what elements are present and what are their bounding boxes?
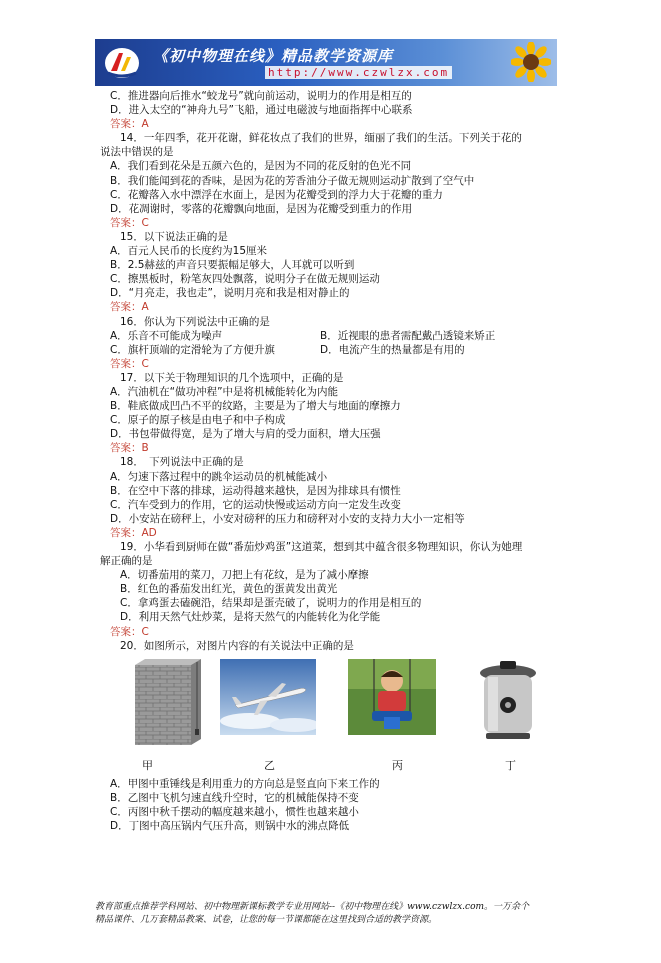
logo-icon — [103, 45, 141, 81]
option-text: D．花凋谢时，零落的花瓣飘向地面，是因为花瓣受到重力的作用 — [110, 202, 413, 215]
option-text: D．利用天然气灶炒菜，是将天然气的内能转化为化学能 — [120, 611, 381, 624]
airplane-image — [220, 659, 316, 735]
option-text: D．“月亮走，我也走”，说明月亮和我是相对静止的 — [110, 287, 350, 300]
option-text: A．汽油机在“做功冲程”中是将机械能转化为内能 — [110, 385, 339, 398]
option-text: A．乐音不可能成为噪声 — [110, 329, 223, 342]
answer-text: 答案：B — [110, 442, 149, 455]
swing-child-image — [348, 659, 436, 735]
figure-label-jia: 甲 — [142, 758, 153, 772]
pressure-cooker-image — [472, 659, 544, 745]
answer-text: 答案：C — [110, 216, 149, 229]
answer-text: 答案：A — [110, 301, 149, 314]
figure-label-yi: 乙 — [264, 758, 275, 772]
option-text: D．进入太空的“神舟九号”飞船，通过电磁波与地面指挥中心联系 — [110, 104, 413, 117]
option-text: D．电流产生的热量都是有用的 — [320, 343, 465, 356]
option-text: D．小安站在磅秤上，小安对磅秤的压力和磅秤对小安的支持力大小一定相等 — [110, 512, 465, 525]
question-lines — [100, 89, 550, 653]
question-stem: 20．如图所示，对图片内容的有关说法中正确的是 — [120, 639, 354, 652]
option-text: B．近视眼的患者需配戴凸透镜来矫正 — [320, 329, 496, 342]
question-20-options — [110, 777, 550, 833]
option-text: C．擦黑板时，粉笔灰四处飘落，说明分子在做无规则运动 — [110, 273, 380, 286]
page-footer — [95, 901, 565, 927]
option-text: A．切番茄用的菜刀，刀把上有花纹，是为了减小摩擦 — [120, 569, 369, 582]
option-text: B．乙图中飞机匀速直线升空时，它的机械能保持不变 — [110, 791, 359, 804]
option-text: C．花瓣落入水中漂浮在水面上，是因为花瓣受到的浮力大于花瓣的重力 — [110, 188, 443, 201]
footer-line-2: 精品课件、几万套精品教案、试卷，让您的每一节课都能在这里找到合适的教学资源。 — [95, 915, 438, 925]
banner-title: 《初中物理在线》精品教学资源库 — [153, 47, 394, 65]
footer-line-1: 教育部重点推荐学科网站、初中物理新课标教学专业用网站--《初中物理在线》www.czwlzx.com。一万余个 — [95, 902, 530, 912]
answer-text: 答案：A — [110, 118, 149, 131]
option-text: 解正确的是 — [100, 555, 153, 568]
option-text: A．百元人民币的长度约为15厘米 — [110, 245, 268, 258]
option-row — [110, 343, 550, 357]
option-text: A．甲图中重锤线是利用重力的方向总是竖直向下来工作的 — [110, 777, 380, 790]
option-row — [110, 329, 550, 343]
question-stem: 17．以下关于物理知识的几个选项中，正确的是 — [120, 371, 344, 384]
figure-label-bing: 丙 — [392, 758, 403, 772]
option-text: B．2.5赫兹的声音只要振幅足够大，人耳就可以听到 — [110, 259, 355, 272]
option-text: B．鞋底做成凹凸不平的纹路，主要是为了增大与地面的摩擦力 — [110, 400, 401, 413]
option-text: D．书包带做得宽，是为了增大与肩的受力面积，增大压强 — [110, 428, 381, 441]
question-stem: 19．小华看到厨师在做“番茄炒鸡蛋”这道菜，想到其中蕴含很多物理知识，你认为她理 — [120, 541, 523, 553]
option-text: B．红色的番茄发出红光，黄色的蛋黄发出黄光 — [120, 583, 338, 596]
option-text: 说法中错误的是 — [100, 146, 174, 159]
banner-url[interactable]: http://www.czwlzx.com — [265, 66, 452, 79]
option-text: C．推进器向后推水“蛟龙号”就向前运动，说明力的作用是相互的 — [110, 90, 412, 102]
option-text: D．丁图中高压锅内气压升高，则锅中水的沸点降低 — [110, 820, 350, 833]
question-stem: 16．你认为下列说法中正确的是 — [120, 315, 270, 328]
option-text: C．拿鸡蛋去磕碗沿，结果却是蛋壳破了，说明力的作用是相互的 — [120, 597, 422, 610]
question-stem: 14．一年四季，花开花谢，鲜花妆点了我们的世界，缅丽了我们的生活。下列关于花的 — [120, 132, 522, 145]
figure-row — [110, 657, 550, 777]
question-content — [100, 89, 550, 833]
figure-label-ding: 丁 — [505, 758, 516, 772]
question-stem: 15．以下说法正确的是 — [120, 230, 228, 243]
option-text: C．旗杆顶端的定滑轮为了方便升旗 — [110, 343, 275, 356]
answer-text: 答案：C — [110, 625, 149, 638]
sunflower-icon — [511, 42, 551, 82]
brick-wall-plumb-line-image — [125, 659, 205, 745]
question-stem: 18． 下列说法中正确的是 — [120, 456, 244, 469]
option-text: C．汽车受到力的作用，它的运动快慢或运动方向一定发生改变 — [110, 498, 401, 511]
option-text: C．原子的原子核是由电子和中子构成 — [110, 414, 286, 427]
option-text: B．我们能闻到花的香味，是因为花的芳香油分子做无规则运动扩散到了空气中 — [110, 174, 475, 187]
answer-text: 答案：AD — [110, 526, 157, 539]
header-banner — [95, 39, 557, 86]
answer-text: 答案：C — [110, 357, 149, 370]
option-text: A．我们看到花朵是五颜六色的，是因为不同的花反射的色光不同 — [110, 160, 412, 173]
option-text: A．匀速下落过程中的跳伞运动员的机械能减小 — [110, 470, 328, 483]
option-text: B．在空中下落的排球，运动得越来越快，是因为排球具有惯性 — [110, 484, 401, 497]
option-text: C．丙图中秋千摆动的幅度越来越小，惯性也越来越小 — [110, 805, 359, 818]
